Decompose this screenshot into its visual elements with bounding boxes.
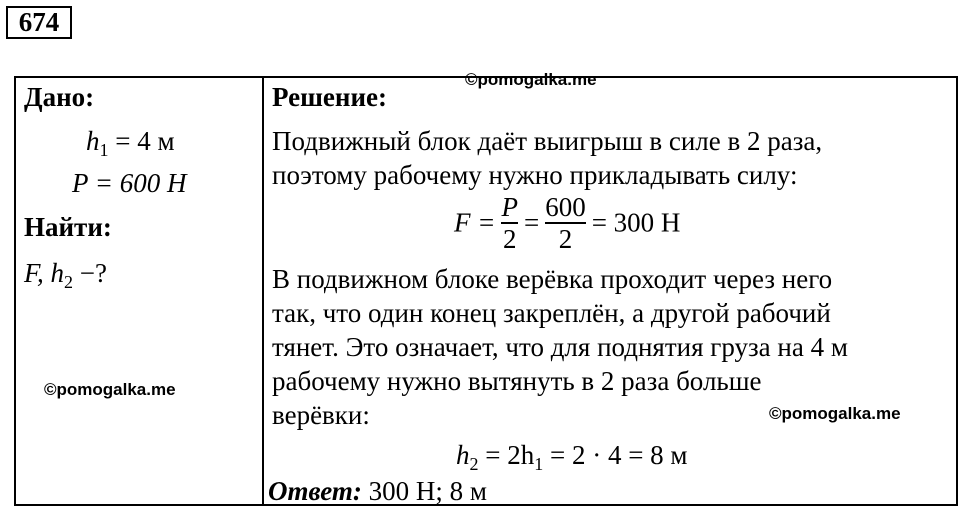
formula-force	[454, 192, 680, 254]
watermark-right: ©pomogalka.me	[769, 404, 901, 423]
h2-sub1: 1	[534, 454, 544, 474]
formula-eq: =	[523, 207, 540, 238]
fraction-600-2	[545, 192, 586, 254]
solution-cell	[263, 77, 957, 505]
answer-line	[268, 476, 487, 507]
find-f: F, h	[24, 258, 65, 288]
watermark-top: ©pomogalka.me	[465, 70, 597, 89]
solution-table	[14, 76, 958, 506]
frac2-num: 600	[545, 192, 586, 222]
h2-var: h	[456, 440, 470, 470]
solution-line-5: тянет. Это означает, что для поднятия груза на 4 м	[272, 332, 848, 362]
problem-number: 674	[6, 6, 72, 39]
frac2-den: 2	[545, 222, 586, 254]
h2-mid: = 2h	[478, 440, 535, 470]
solution-line-7: верёвки:	[272, 400, 370, 430]
h2-sub: 2	[469, 454, 479, 474]
find-rest: −?	[73, 258, 107, 288]
find-header: Найти:	[24, 212, 112, 242]
given-h1	[86, 126, 175, 161]
frac1-num: P	[501, 192, 518, 222]
given-cell	[15, 77, 263, 505]
watermark-left: ©pomogalka.me	[44, 380, 176, 399]
formula-h2	[456, 440, 688, 475]
h1-sub: 1	[99, 140, 109, 160]
frac1-den: 2	[502, 224, 517, 254]
given-p: P = 600 Н	[72, 168, 187, 198]
formula-f: F =	[454, 207, 496, 238]
solution-line-1: Подвижный блок даёт выигрыш в силе в 2 раза,	[272, 126, 823, 156]
answer-text: 300 Н; 8 м	[361, 476, 487, 506]
solution-line-2: поэтому рабочему нужно прикладывать силу:	[272, 160, 798, 190]
h1-rest: = 4 м	[108, 126, 175, 156]
h2-rest: = 2 · 4 = 8 м	[543, 440, 688, 470]
solution-line-6: рабочему нужно вытянуть в 2 раза больше	[272, 366, 762, 396]
given-header: Дано:	[24, 82, 95, 112]
find-sub: 2	[64, 272, 74, 292]
answer-label: Ответ:	[268, 476, 362, 506]
find-line	[24, 258, 107, 293]
solution-line-4: так, что один конец закреплён, а другой рабочий	[272, 298, 831, 328]
solution-line-3: В подвижном блоке верёвка проходит через него	[272, 264, 833, 294]
h1-var: h	[86, 126, 100, 156]
fraction-p-2	[501, 192, 518, 254]
formula-result: = 300 Н	[591, 207, 681, 238]
solution-header: Решение:	[272, 82, 387, 112]
